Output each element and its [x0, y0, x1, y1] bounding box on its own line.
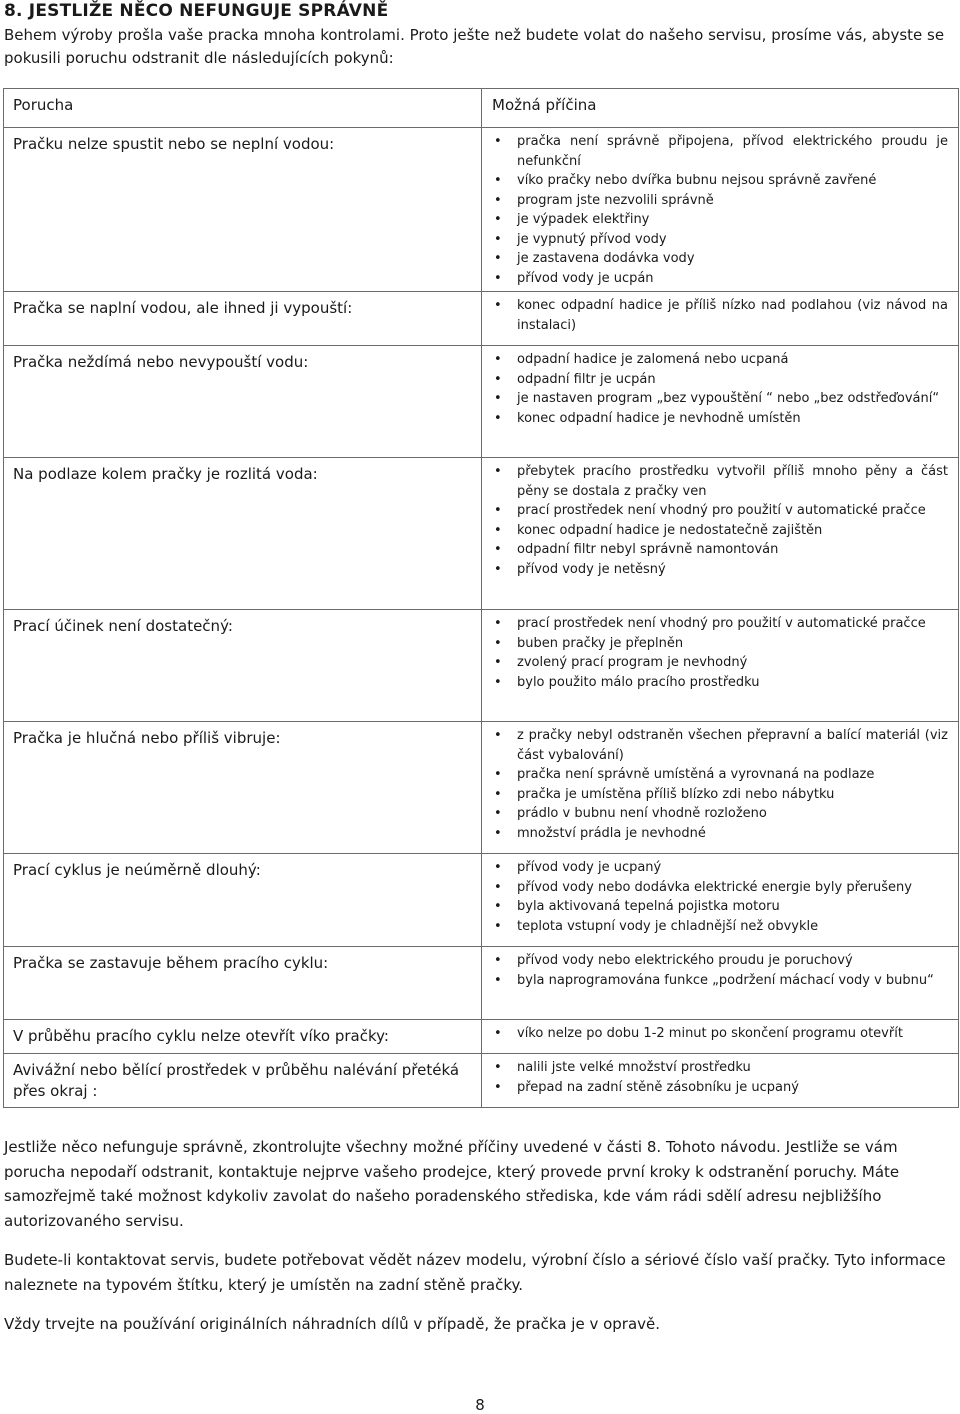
- intro-text: Behem výroby prošla vaše pracka mnoha kontrolami. Proto ješte než budete volat do našeho servisu, prosíme vás, abyste se pokusili poruchu odstranit dle následujících pokynů:: [4, 26, 945, 67]
- bullet-icon: •: [494, 464, 502, 479]
- bullet-icon: •: [494, 860, 502, 875]
- possible-causes: [482, 1020, 959, 1054]
- bullet-icon: •: [494, 674, 502, 690]
- list-item: [492, 132, 948, 171]
- section-title: 8. JESTLIŽE NĚCO NEFUNGUJE SPRÁVNĚ: [4, 1, 389, 21]
- cause-text: je zastavena dodávka vody: [517, 251, 695, 266]
- cause-text: pračka je umístěna příliš blízko zdi nebo nábytku: [517, 786, 835, 802]
- bullet-icon: •: [494, 212, 502, 227]
- bullet-icon: •: [494, 173, 502, 188]
- table-row: [4, 458, 959, 610]
- cause-text: bylo použito málo pracího prostředku: [517, 674, 760, 690]
- bullet-icon: •: [494, 251, 502, 266]
- cause-text: byla aktivovaná tepelná pojistka motoru: [517, 899, 780, 914]
- bullet-icon: •: [494, 522, 502, 538]
- bullet-icon: •: [494, 352, 502, 367]
- cause-text: buben pračky je přeplněn: [517, 635, 684, 651]
- cause-text: je vypnutý přívod vody: [517, 231, 667, 247]
- fault-description: Pračka se naplní vodou, ale ihned ji vypouští:: [4, 292, 482, 346]
- bullet-icon: •: [494, 728, 502, 743]
- list-item: [492, 951, 948, 971]
- possible-causes: [482, 458, 959, 610]
- cause-text: prací prostředek není vhodný pro použití v automatické pračce: [517, 503, 926, 518]
- list-item: [492, 614, 948, 634]
- cause-text: je nastaven program „bez vypouštění “ nebo „bez odstřeďování“: [517, 391, 940, 406]
- cause-text: teplota vstupní vody je chladnější než obvykle: [517, 918, 819, 934]
- column-header-fault: Porucha: [4, 89, 482, 128]
- list-item: [492, 917, 948, 937]
- table-row: [4, 1054, 959, 1108]
- list-item: [492, 897, 948, 917]
- page-number: 8: [475, 1396, 485, 1414]
- bullet-icon: •: [494, 503, 502, 518]
- bullet-icon: •: [494, 825, 502, 841]
- list-item: [492, 350, 948, 370]
- troubleshooting-table: [3, 88, 959, 1108]
- table-row: [4, 128, 959, 292]
- cause-text: odpadní filtr je ucpán: [517, 371, 656, 387]
- cause-text: množství prádla je nevhodné: [517, 825, 706, 841]
- bullet-icon: •: [494, 391, 502, 406]
- list-item: [492, 210, 948, 230]
- list-item: [492, 296, 948, 335]
- cause-list: [492, 1058, 948, 1097]
- list-item: [492, 804, 948, 824]
- cause-list: [492, 462, 948, 579]
- cause-text: byla naprogramována funkce „podržení máchací vody v bubnu“: [517, 972, 934, 988]
- bullet-icon: •: [494, 972, 502, 988]
- list-item: [492, 560, 948, 580]
- table-row: [4, 722, 959, 854]
- list-item: [492, 653, 948, 673]
- cause-list: [492, 726, 948, 843]
- bullet-icon: •: [494, 1060, 502, 1075]
- fault-description: Pračka neždímá nebo nevypouští vodu:: [4, 346, 482, 458]
- list-item: [492, 462, 948, 501]
- cause-list: [492, 350, 948, 428]
- table-row: [4, 292, 959, 346]
- list-item: [492, 1058, 948, 1078]
- cause-list: [492, 1024, 948, 1044]
- cause-list: [492, 296, 948, 335]
- column-header-cause: Možná příčina: [482, 89, 959, 128]
- cause-text: odpadní filtr nebyl správně namontován: [517, 542, 779, 557]
- table-row: [4, 947, 959, 1020]
- list-item: [492, 634, 948, 654]
- cause-text: víko nelze po dobu 1-2 minut po skončení programu otevřít: [517, 1026, 903, 1041]
- possible-causes: [482, 854, 959, 947]
- list-item: [492, 540, 948, 560]
- bullet-icon: •: [494, 542, 502, 557]
- paragraph: Budete-li kontaktovat servis, budete potřebovat vědět název modelu, výrobní číslo a sériové číslo vaší pračky. Tyto informace naleznete na typovém štítku, který je umístěn na zadní stěně pračky.: [4, 1251, 946, 1294]
- cause-text: přívod vody je ucpán: [517, 270, 654, 286]
- bullet-icon: •: [494, 879, 502, 895]
- cause-text: přívod vody je ucpaný: [517, 860, 662, 875]
- fault-description: Avivážní nebo bělící prostředek v průběhu nalévání přetéká přes okraj :: [4, 1054, 482, 1108]
- possible-causes: [482, 292, 959, 346]
- possible-causes: [482, 610, 959, 722]
- list-item: [492, 824, 948, 844]
- list-item: [492, 1024, 948, 1044]
- cause-text: nalili jste velké množství prostředku: [517, 1060, 751, 1075]
- list-item: [492, 230, 948, 250]
- closing-paragraphs: [4, 1135, 954, 1337]
- list-item: [492, 249, 948, 269]
- cause-text: zvolený prací program je nevhodný: [517, 655, 748, 670]
- list-item: [492, 389, 948, 409]
- bullet-icon: •: [494, 270, 502, 286]
- list-item: [492, 370, 948, 390]
- cause-text: program jste nezvolili správně: [517, 192, 714, 208]
- cause-text: odpadní hadice je zalomená nebo ucpaná: [517, 352, 789, 367]
- fault-description: Prací účinek není dostatečný:: [4, 610, 482, 722]
- cause-text: víko pračky nebo dvířka bubnu nejsou správně zavřené: [517, 173, 877, 188]
- possible-causes: [482, 1054, 959, 1108]
- list-item: [492, 171, 948, 191]
- bullet-icon: •: [494, 786, 502, 802]
- table-row: [4, 346, 959, 458]
- bullet-icon: •: [494, 1026, 502, 1041]
- fault-description: Prací cyklus je neúměrně dlouhý:: [4, 854, 482, 947]
- cause-text: přívod vody nebo dodávka elektrické energie byly přerušeny: [517, 879, 912, 895]
- bullet-icon: •: [494, 616, 502, 631]
- fault-description: V průběhu pracího cyklu nelze otevřít víko pračky:: [4, 1020, 482, 1054]
- cause-text: přívod vody nebo elektrického proudu je poruchový: [517, 953, 853, 968]
- cause-text: přívod vody je netěsný: [517, 561, 666, 577]
- list-item: [492, 673, 948, 693]
- paragraph: Vždy trvejte na používání originálních náhradních dílů v případě, že pračka je v opravě.: [4, 1315, 661, 1333]
- fault-description: Pračka se zastavuje během pracího cyklu:: [4, 947, 482, 1020]
- table-row: [4, 610, 959, 722]
- cause-text: konec odpadní hadice je nedostatečně zajištěn: [517, 522, 823, 538]
- table-row: [4, 854, 959, 947]
- bullet-icon: •: [494, 561, 502, 577]
- bullet-icon: •: [494, 953, 502, 968]
- bullet-icon: •: [494, 371, 502, 387]
- bullet-icon: •: [494, 231, 502, 247]
- bullet-icon: •: [494, 767, 502, 782]
- cause-text: konec odpadní hadice je příliš nízko nad podlahou (viz návod na instalaci): [517, 298, 948, 333]
- cause-list: [492, 951, 948, 990]
- list-item: [492, 971, 948, 991]
- list-item: [492, 501, 948, 521]
- bullet-icon: •: [494, 192, 502, 208]
- list-item: [492, 521, 948, 541]
- bullet-icon: •: [494, 918, 502, 934]
- cause-text: z pračky nebyl odstraněn všechen přepravní a balící materiál (viz část vybalování): [517, 728, 948, 763]
- paragraph: Jestliže něco nefunguje správně, zkontrolujte všechny možné příčiny uvedené v části 8. Tohoto návodu. Jestliže se vám porucha nepodaří odstranit, kontaktuje nejprve vašeho prodejce, který provede první kroky k odstranění poruchy. Máte samozřejmě také možnost kdykoliv zavolat do našeho poradenského střediska, kde vám rádi sdělí adresu nejbližšího autorizovaného servisu.: [4, 1138, 900, 1230]
- bullet-icon: •: [494, 899, 502, 914]
- cause-text: prádlo v bubnu není vhodně rozloženo: [517, 806, 767, 821]
- cause-text: přebytek pracího prostředku vytvořil příliš mnoho pěny a část pěny se dostala z pračky ven: [517, 464, 948, 499]
- list-item: [492, 765, 948, 785]
- bullet-icon: •: [494, 635, 502, 651]
- table-row: [4, 1020, 959, 1054]
- cause-text: prací prostředek není vhodný pro použití v automatické pračce: [517, 616, 926, 631]
- cause-text: konec odpadní hadice je nevhodně umístěn: [517, 410, 801, 426]
- bullet-icon: •: [494, 298, 502, 313]
- list-item: [492, 191, 948, 211]
- fault-description: Na podlaze kolem pračky je rozlitá voda:: [4, 458, 482, 610]
- list-item: [492, 409, 948, 429]
- cause-list: [492, 858, 948, 936]
- list-item: [492, 726, 948, 765]
- possible-causes: [482, 128, 959, 292]
- bullet-icon: •: [494, 806, 502, 821]
- cause-text: přepad na zadní stěně zásobníku je ucpaný: [517, 1079, 799, 1095]
- cause-text: pračka není správně umístěná a vyrovnaná na podlaze: [517, 767, 875, 782]
- cause-text: je výpadek elektřiny: [517, 212, 650, 227]
- fault-description: Pračku nelze spustit nebo se neplní vodou:: [4, 128, 482, 292]
- bullet-icon: •: [494, 134, 502, 149]
- bullet-icon: •: [494, 1079, 502, 1095]
- bullet-icon: •: [494, 655, 502, 670]
- list-item: [492, 878, 948, 898]
- table-header-row: [4, 89, 959, 128]
- list-item: [492, 269, 948, 289]
- possible-causes: [482, 947, 959, 1020]
- list-item: [492, 858, 948, 878]
- cause-list: [492, 614, 948, 692]
- cause-list: [492, 132, 948, 288]
- list-item: [492, 785, 948, 805]
- fault-description: Pračka je hlučná nebo příliš vibruje:: [4, 722, 482, 854]
- possible-causes: [482, 722, 959, 854]
- bullet-icon: •: [494, 410, 502, 426]
- possible-causes: [482, 346, 959, 458]
- cause-text: pračka není správně připojena, přívod elektrického proudu je nefunkční: [517, 134, 948, 169]
- list-item: [492, 1078, 948, 1098]
